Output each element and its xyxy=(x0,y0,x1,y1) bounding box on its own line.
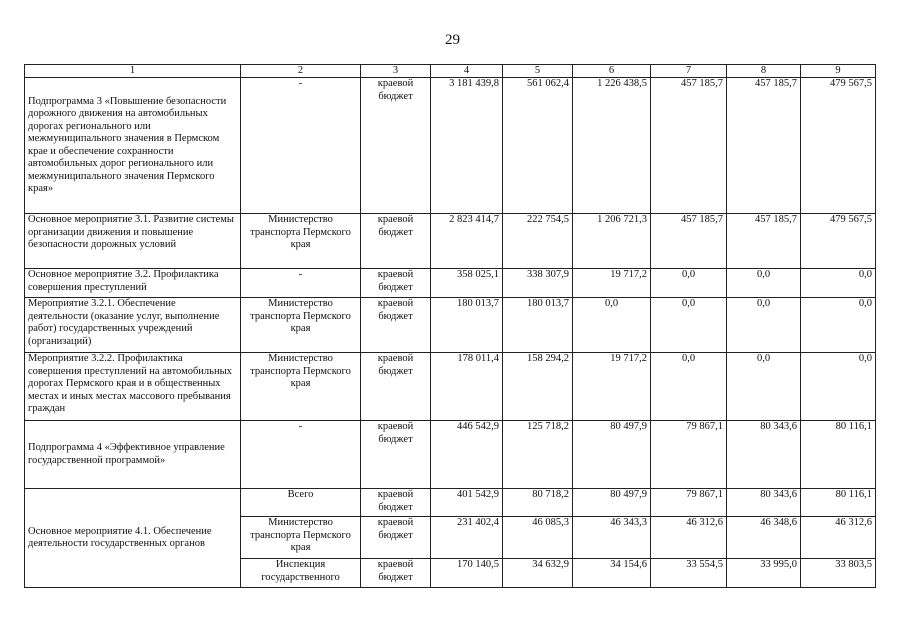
executor-cell: Министерство транспорта Пермского края xyxy=(241,353,361,421)
column-number-row xyxy=(25,65,876,78)
funding-source-cell: краевой бюджет xyxy=(361,78,431,214)
amount-cell: 34 632,9 xyxy=(503,559,573,588)
amount-cell: 457 185,7 xyxy=(727,78,801,214)
executor-cell: Министерство транспорта Пермского края xyxy=(241,517,361,559)
funding-source-cell: краевой бюджет xyxy=(361,489,431,517)
amount-cell: 33 554,5 xyxy=(651,559,727,588)
program-name-cell: Основное мероприятие 3.2. Профилактика совершения преступлений xyxy=(25,269,241,298)
amount-cell: 19 717,2 xyxy=(573,269,651,298)
amount-cell: 222 754,5 xyxy=(503,214,573,269)
amount-cell: 79 867,1 xyxy=(651,489,727,517)
amount-cell: 231 402,4 xyxy=(431,517,503,559)
column-number: 2 xyxy=(241,65,361,78)
table-row xyxy=(25,489,876,517)
amount-cell: 180 013,7 xyxy=(503,298,573,353)
funding-source-cell: краевой бюджет xyxy=(361,559,431,588)
amount-cell: 0,0 xyxy=(801,269,876,298)
budget-table xyxy=(24,64,876,588)
amount-cell: 80 497,9 xyxy=(573,489,651,517)
amount-cell: 0,0 xyxy=(651,298,727,353)
amount-cell: 46 085,3 xyxy=(503,517,573,559)
column-number: 5 xyxy=(503,65,573,78)
table-row xyxy=(25,421,876,489)
amount-cell: 0,0 xyxy=(727,298,801,353)
amount-cell: 0,0 xyxy=(727,353,801,421)
program-name-cell: Подпрограмма 4 «Эффективное управление государственной программой» xyxy=(25,421,241,489)
program-name-cell: Мероприятие 3.2.2. Профилактика совершения преступлений на автомобильных дорогах Пермского края и в общественных местах и иных местах массового пребывания граждан xyxy=(25,353,241,421)
amount-cell: 0,0 xyxy=(651,269,727,298)
amount-cell: 80 116,1 xyxy=(801,489,876,517)
table-row xyxy=(25,214,876,269)
amount-cell: 180 013,7 xyxy=(431,298,503,353)
amount-cell: 0,0 xyxy=(801,298,876,353)
column-number: 7 xyxy=(651,65,727,78)
column-number: 1 xyxy=(25,65,241,78)
amount-cell: 0,0 xyxy=(727,269,801,298)
table-row xyxy=(25,298,876,353)
amount-cell: 457 185,7 xyxy=(651,214,727,269)
program-name-cell: Мероприятие 3.2.1. Обеспечение деятельности (оказание услуг, выполнение работ) государственных учреждений (организаций) xyxy=(25,298,241,353)
amount-cell: 446 542,9 xyxy=(431,421,503,489)
amount-cell: 79 867,1 xyxy=(651,421,727,489)
amount-cell: 33 995,0 xyxy=(727,559,801,588)
funding-source-cell: краевой бюджет xyxy=(361,269,431,298)
amount-cell: 479 567,5 xyxy=(801,214,876,269)
table-row xyxy=(25,269,876,298)
executor-cell: Инспекция государственного xyxy=(241,559,361,588)
column-number: 9 xyxy=(801,65,876,78)
amount-cell: 358 025,1 xyxy=(431,269,503,298)
executor-cell: Министерство транспорта Пермского края xyxy=(241,298,361,353)
amount-cell: 457 185,7 xyxy=(651,78,727,214)
funding-source-cell: краевой бюджет xyxy=(361,353,431,421)
amount-cell: 0,0 xyxy=(651,353,727,421)
amount-cell: 80 343,6 xyxy=(727,421,801,489)
amount-cell: 33 803,5 xyxy=(801,559,876,588)
amount-cell: 0,0 xyxy=(801,353,876,421)
amount-cell: 80 718,2 xyxy=(503,489,573,517)
column-number: 3 xyxy=(361,65,431,78)
amount-cell: 1 226 438,5 xyxy=(573,78,651,214)
funding-source-cell: краевой бюджет xyxy=(361,421,431,489)
amount-cell: 80 497,9 xyxy=(573,421,651,489)
table-row xyxy=(25,78,876,214)
program-name-cell: Подпрограмма 3 «Повышение безопасности дорожного движения на автомобильных дорогах регионального или межмуниципального значения в Пермском крае и обеспечение сохранности автомобильных дорог регионального или межмуниципального значения Пермского края» xyxy=(25,78,241,214)
executor-cell: - xyxy=(241,78,361,214)
amount-cell: 19 717,2 xyxy=(573,353,651,421)
executor-cell: - xyxy=(241,421,361,489)
amount-cell: 158 294,2 xyxy=(503,353,573,421)
amount-cell: 34 154,6 xyxy=(573,559,651,588)
executor-cell: Всего xyxy=(241,489,361,517)
table-row xyxy=(25,353,876,421)
program-name-cell: Основное мероприятие 4.1. Обеспечение деятельности государственных органов xyxy=(25,489,241,588)
column-number: 4 xyxy=(431,65,503,78)
program-name-cell: Основное мероприятие 3.1. Развитие системы организации движения и повышение безопасности дорожных условий xyxy=(25,214,241,269)
funding-source-cell: краевой бюджет xyxy=(361,517,431,559)
page-number: 29 xyxy=(445,32,460,48)
executor-cell: - xyxy=(241,269,361,298)
amount-cell: 2 823 414,7 xyxy=(431,214,503,269)
funding-source-cell: краевой бюджет xyxy=(361,298,431,353)
amount-cell: 46 312,6 xyxy=(801,517,876,559)
amount-cell: 46 343,3 xyxy=(573,517,651,559)
amount-cell: 338 307,9 xyxy=(503,269,573,298)
amount-cell: 561 062,4 xyxy=(503,78,573,214)
amount-cell: 170 140,5 xyxy=(431,559,503,588)
amount-cell: 3 181 439,8 xyxy=(431,78,503,214)
funding-source-cell: краевой бюджет xyxy=(361,214,431,269)
amount-cell: 125 718,2 xyxy=(503,421,573,489)
amount-cell: 80 343,6 xyxy=(727,489,801,517)
amount-cell: 80 116,1 xyxy=(801,421,876,489)
amount-cell: 178 011,4 xyxy=(431,353,503,421)
amount-cell: 46 348,6 xyxy=(727,517,801,559)
executor-cell: Министерство транспорта Пермского края xyxy=(241,214,361,269)
amount-cell: 457 185,7 xyxy=(727,214,801,269)
amount-cell: 46 312,6 xyxy=(651,517,727,559)
column-number: 8 xyxy=(727,65,801,78)
amount-cell: 0,0 xyxy=(573,298,651,353)
amount-cell: 1 206 721,3 xyxy=(573,214,651,269)
column-number: 6 xyxy=(573,65,651,78)
amount-cell: 401 542,9 xyxy=(431,489,503,517)
amount-cell: 479 567,5 xyxy=(801,78,876,214)
